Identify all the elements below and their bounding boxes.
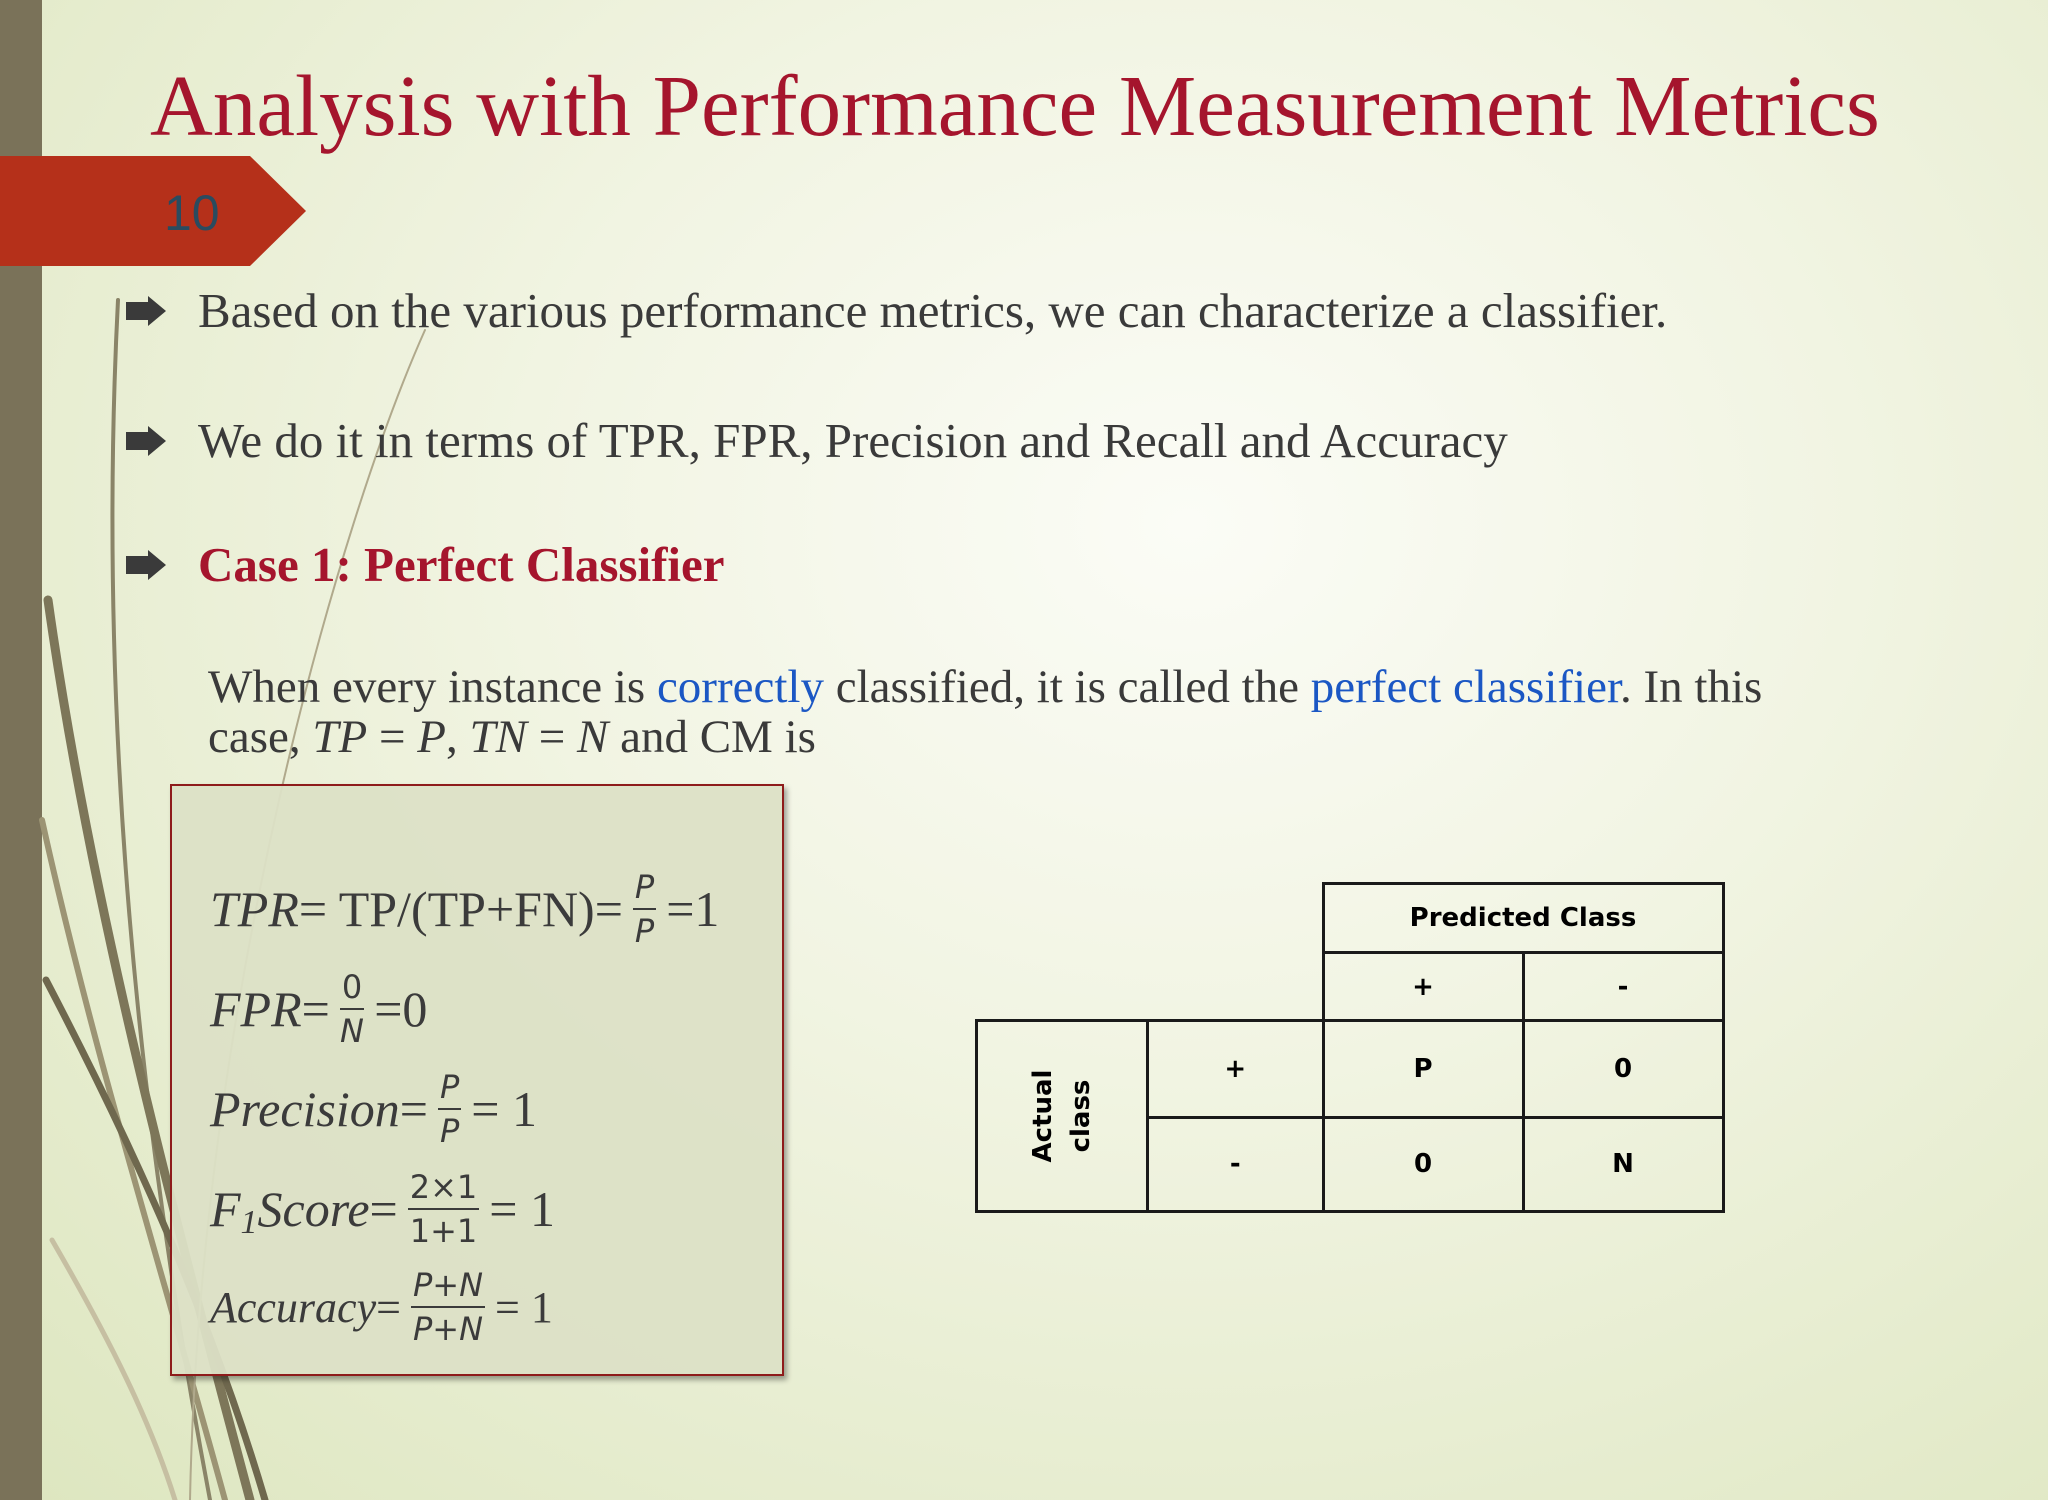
predicted-minus-header: - [1523, 953, 1723, 1021]
bullet-item [126, 412, 1508, 469]
formula-lhs: FPR [210, 981, 302, 1037]
actual-label-line: Actual [1028, 1069, 1058, 1163]
fraction-numerator: 0 [340, 966, 364, 1010]
formula-mid: = [399, 1081, 428, 1137]
formula-mid: = TP/(TP+FN)= [298, 881, 623, 937]
bullet-text: We do it in terms of TPR, FPR, Precision and Recall and Accuracy [198, 413, 1508, 468]
fraction-numerator: P [438, 1066, 461, 1110]
para-text: = [526, 711, 577, 763]
formula-lhs: Score [257, 1181, 370, 1237]
fraction-denominator: P [439, 1112, 460, 1150]
var-p: P [417, 711, 446, 763]
formula-subscript: 1 [240, 1204, 258, 1241]
fraction-numerator: P [633, 866, 656, 910]
arrow-bullet-icon [126, 550, 166, 580]
actual-class-header [977, 1021, 1148, 1212]
cm-cell-fn: 0 [1523, 1021, 1723, 1118]
formula-lhs: F [210, 1181, 241, 1237]
empty-cell [977, 884, 1148, 953]
formula-tpr [210, 866, 719, 952]
highlight-correctly: correctly [656, 661, 824, 713]
formula-fpr [210, 966, 427, 1052]
formula-f1-score [210, 1166, 555, 1252]
bullet-item-heading [126, 536, 725, 593]
fraction [340, 966, 364, 1052]
arrow-bullet-icon [126, 426, 166, 456]
formula-precision [210, 1066, 537, 1152]
bullet-text: Based on the various performance metrics, we can characterize a classifier. [198, 283, 1668, 338]
cm-cell-fp: 0 [1323, 1117, 1523, 1211]
formula-rhs: = 1 [471, 1081, 537, 1137]
page-number: 10 [164, 185, 220, 241]
bullet-item [126, 282, 1667, 339]
fraction-denominator: N [340, 1012, 364, 1050]
para-text: and CM is [608, 711, 816, 763]
empty-cell [1148, 884, 1324, 953]
predicted-plus-header: + [1323, 953, 1523, 1021]
slide-title: Analysis with Performance Measurement Metrics [150, 57, 1880, 154]
fraction [438, 1066, 461, 1152]
actual-plus-label: + [1148, 1021, 1324, 1118]
actual-label-line: class [1066, 1079, 1096, 1153]
var-n: N [576, 711, 609, 763]
formula-rhs: = 1 [489, 1181, 555, 1237]
fraction [408, 1166, 480, 1252]
formula-box [170, 784, 784, 1376]
var-tp: TP [312, 711, 368, 763]
formula-lhs: TPR [210, 881, 299, 937]
para-text: = [367, 711, 418, 763]
confusion-matrix-table [975, 882, 1725, 1213]
formula-rhs: = 1 [495, 1282, 553, 1332]
para-text: classified, it is called the [823, 661, 1311, 713]
page-number-tag [0, 156, 310, 266]
actual-class-label [1024, 1070, 1100, 1163]
fraction-denominator: P+N [412, 1310, 483, 1348]
fraction-denominator: P [634, 912, 655, 950]
para-text: case, [208, 711, 313, 763]
formula-mid: = [301, 981, 330, 1037]
formula-mid: = [376, 1282, 401, 1332]
fraction [633, 866, 656, 952]
cm-cell-tp: P [1323, 1021, 1523, 1118]
formula-accuracy [210, 1264, 553, 1350]
actual-minus-label: - [1148, 1117, 1324, 1211]
cm-cell-tn: N [1523, 1117, 1723, 1211]
para-text: . In this [1620, 661, 1763, 713]
para-text: When every instance is [208, 661, 657, 713]
fraction [411, 1264, 485, 1350]
fraction-denominator: 1+1 [409, 1212, 478, 1250]
empty-cell [1148, 953, 1324, 1021]
description-paragraph [208, 662, 1908, 762]
empty-cell [977, 953, 1148, 1021]
para-text: , [445, 711, 470, 763]
formula-lhs: Precision [210, 1081, 400, 1137]
arrow-bullet-icon [126, 296, 166, 326]
formula-rhs: =0 [374, 981, 428, 1037]
case-heading: Case 1: Perfect Classifier [198, 537, 725, 592]
formula-lhs: Accuracy [210, 1282, 377, 1332]
fraction-numerator: P+N [411, 1264, 485, 1308]
fraction-numerator: 2×1 [408, 1166, 480, 1210]
formula-rhs: =1 [666, 881, 720, 937]
formula-mid: = [369, 1181, 398, 1237]
var-tn: TN [469, 711, 527, 763]
tag-arrow-shape [0, 156, 310, 266]
highlight-perfect-classifier: perfect classifier [1310, 661, 1621, 713]
predicted-class-header: Predicted Class [1323, 884, 1723, 953]
